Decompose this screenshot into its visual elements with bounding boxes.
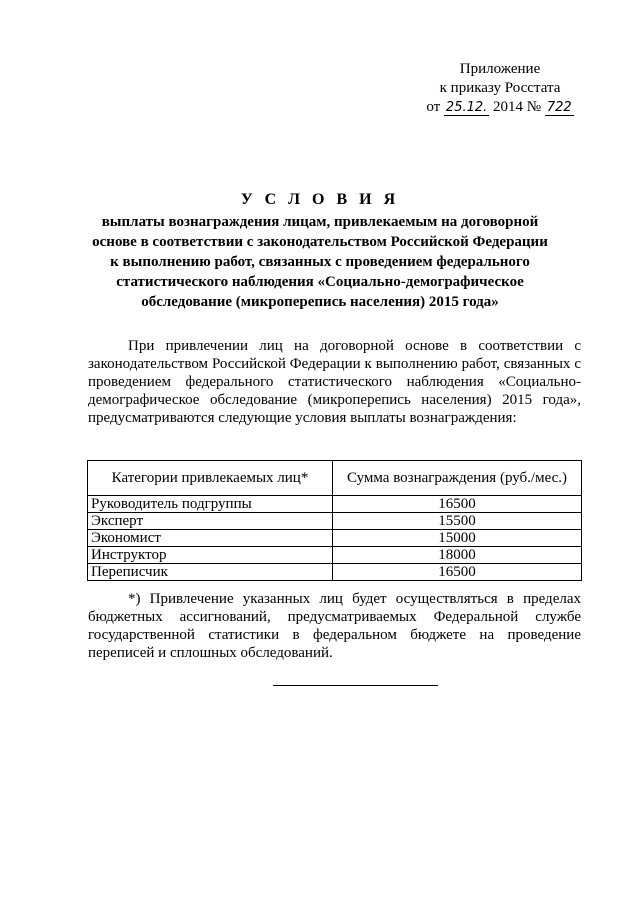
table-row — [88, 564, 582, 581]
date-prefix: от — [426, 99, 441, 115]
handwritten-order-number: 722 — [546, 100, 572, 115]
intro-section — [88, 337, 581, 427]
row-amount: 15000 — [333, 530, 582, 547]
footnote-paragraph: *) Привлечение указанных лиц будет осуществляться в пределах бюджетных ассигнований, предусматриваемых Федеральной службе государственной статистики в федеральном бюджете на проведение переписей и сплошных обследований. — [88, 591, 581, 661]
order-year: 2014 № — [493, 99, 542, 115]
footnote-section — [88, 590, 581, 662]
title-heading: У С Л О В И Я — [240, 191, 400, 208]
row-amount: 15500 — [333, 513, 582, 530]
table-row — [88, 530, 582, 547]
annex-date-line — [410, 98, 590, 117]
table-row — [88, 496, 582, 513]
row-amount: 16500 — [333, 496, 582, 513]
table-row — [88, 513, 582, 530]
intro-paragraph: При привлечении лиц на договорной основе в соответствии с законодательством Российской Федерации к выполнению работ, связанных с проведением федерального статистического наблюдения «Социально-демографическое обследование (микроперепись населения) 2015 года», предусматриваются следующие условия выплаты вознаграждения: — [88, 338, 581, 426]
rates-table — [87, 460, 582, 581]
row-category: Руководитель подгруппы — [88, 496, 333, 513]
annex-block — [410, 60, 590, 117]
row-category: Эксперт — [88, 513, 333, 530]
closing-divider — [273, 685, 438, 686]
annex-order-ref: к приказу Росстата — [439, 80, 561, 96]
row-category: Переписчик — [88, 564, 333, 581]
row-amount: 16500 — [333, 564, 582, 581]
row-amount: 18000 — [333, 547, 582, 564]
header-category: Категории привлекаемых лиц* — [88, 461, 333, 496]
title-subtitle: выплаты вознаграждения лицам, привлекаемым на договорной основе в соответствии с законодательством Российской Федерации к выполнению работ, связанных с проведением федерального статистического наблюдения «Социально-демографическое обследование (микроперепись населения) 2015 года» — [92, 214, 548, 310]
header-amount: Сумма вознаграждения (руб./мес.) — [333, 461, 582, 496]
row-category: Инструктор — [88, 547, 333, 564]
annex-label: Приложение — [459, 61, 541, 77]
table-row — [88, 547, 582, 564]
document-title — [90, 190, 550, 312]
handwritten-date: 25.12. — [445, 100, 488, 115]
row-category: Экономист — [88, 530, 333, 547]
table-header-row — [88, 461, 582, 496]
